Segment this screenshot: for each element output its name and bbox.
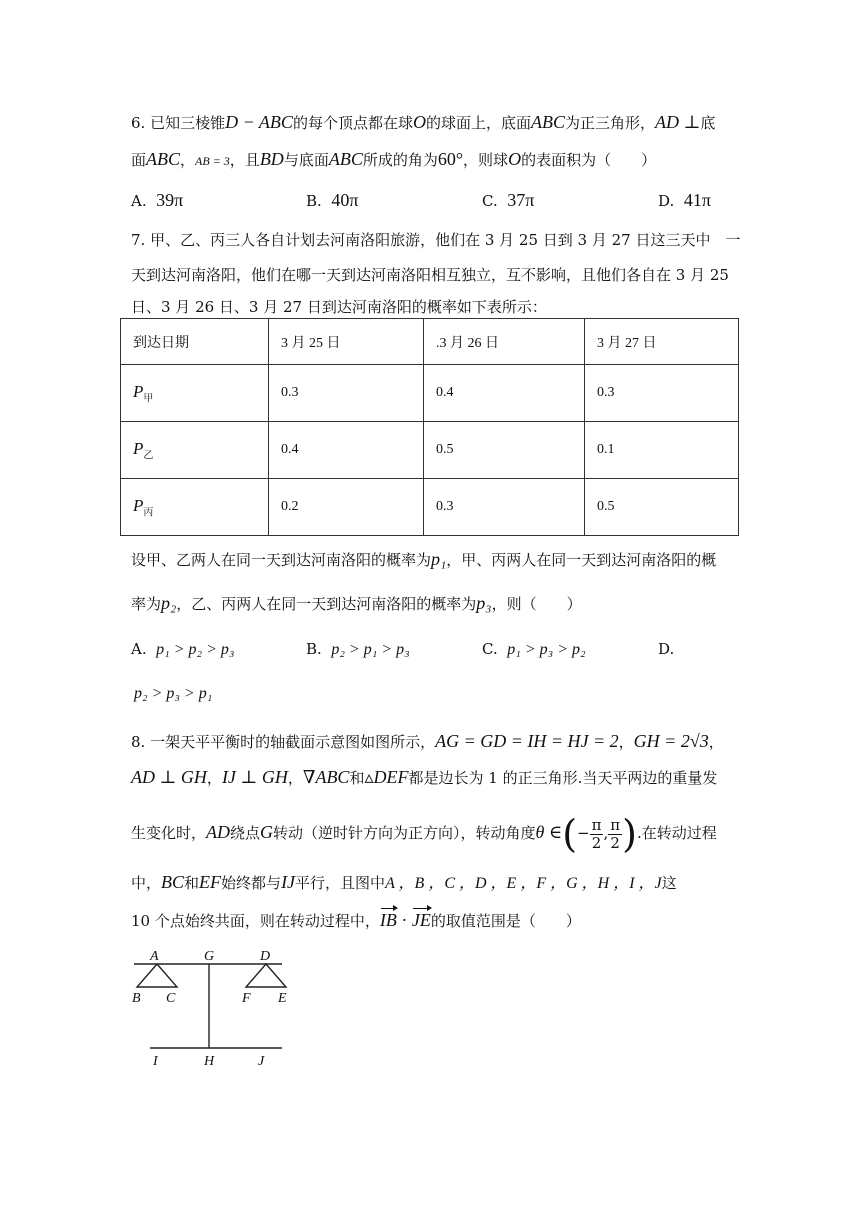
p-subscript: 丙 [143, 507, 154, 519]
q8-line4 [131, 870, 677, 893]
q6-text: 已知三棱锥 [150, 114, 226, 132]
q8-text: ， [287, 769, 303, 787]
table-row [121, 479, 739, 536]
q8-text: 和 [349, 769, 365, 787]
label-d: D [260, 949, 271, 964]
table-cell: 0.4 [269, 422, 424, 479]
q8-line1 [131, 731, 724, 752]
q6-math: 60° [437, 149, 464, 169]
q6-option-b[interactable] [306, 190, 358, 211]
vector-ib: IB [379, 910, 397, 930]
q8-text: 绕点 [230, 824, 261, 842]
table-cell: 0.3 [269, 365, 424, 422]
q8-text: 平行，且图中 [295, 874, 386, 892]
option-label: A. [131, 192, 147, 210]
p-symbol: P [133, 381, 144, 401]
q6-line2 [131, 149, 656, 170]
frac-denominator: 2 [610, 833, 620, 852]
q8-math: BC [161, 872, 185, 892]
table-row-label [121, 422, 269, 479]
q6-text: 为正三角形， [564, 114, 655, 132]
label-g: G [204, 949, 215, 964]
q6-math: AB = 3 [195, 154, 230, 168]
q8-line5 [131, 910, 581, 931]
probability-table [120, 318, 739, 536]
p-symbol: P [133, 495, 144, 515]
label-h: H [204, 1054, 215, 1069]
q6-text: ，且 [229, 151, 260, 169]
table-row [121, 422, 739, 479]
fraction [590, 817, 604, 852]
q8-math: AD ⊥ GH [131, 767, 207, 787]
q8-math: G [260, 822, 274, 842]
table-cell: 0.1 [585, 422, 739, 479]
label-f: F [242, 991, 251, 1006]
q8-math: θ ∈ [535, 822, 563, 842]
table-header-cell: 3 月 27 日 [585, 319, 739, 365]
q6-text: ， [180, 151, 196, 169]
q7-option-c[interactable] [482, 640, 586, 659]
table-header-cell: 3 月 25 日 [269, 319, 424, 365]
p-subscript: 乙 [143, 450, 154, 462]
q7-text: 率为 [131, 595, 162, 613]
option-value: p₂ > p₃ > p₁ [134, 685, 213, 702]
q7-after-line2 [131, 593, 582, 614]
q6-text: 的表面积为（ ） [521, 151, 657, 169]
q6-text: 面 [131, 151, 147, 169]
q8-line3 [131, 812, 717, 856]
option-label: A. [131, 640, 147, 658]
q7-math: p₁ [431, 549, 447, 569]
label-a: A [150, 949, 159, 964]
q8-text: ， [708, 733, 724, 751]
q8-text: 和 [184, 874, 200, 892]
left-paren: ( [562, 812, 578, 856]
table-cell: 0.5 [424, 422, 585, 479]
q7-text: ，则（ ） [491, 595, 582, 613]
q8-math: EF [199, 872, 222, 892]
option-value: 41π [683, 190, 711, 210]
comma: , [603, 824, 609, 842]
option-label: D. [658, 192, 675, 210]
q6-text: 底 [700, 114, 716, 132]
q6-option-c[interactable] [482, 190, 534, 211]
option-value: 40π [331, 190, 359, 210]
option-label: B. [306, 640, 322, 658]
q6-text: 所成的角为 [362, 151, 438, 169]
q6-math: ABC [146, 149, 181, 169]
q6-option-a[interactable] [131, 190, 183, 211]
q6-text: 的每个顶点都在球 [292, 114, 413, 132]
option-value: 39π [156, 190, 184, 210]
table-row-label [121, 365, 269, 422]
q7-after-line1 [131, 549, 716, 570]
minus-sign: − [577, 824, 590, 842]
table-cell: 0.3 [585, 365, 739, 422]
q6-math: AD ⊥ [654, 112, 701, 132]
q8-math: A ，B ，C ，D ，E ，F ，G ，H ，I ，J [385, 875, 662, 892]
q6-text: 与底面 [283, 151, 329, 169]
q8-text: 转动（逆时针方向为正方向），转动角度 [273, 824, 536, 842]
q7-math: p₃ [476, 593, 492, 613]
q7-option-a[interactable] [131, 640, 234, 659]
q6-option-d[interactable] [658, 190, 711, 211]
q8-text: .在转动过程 [636, 824, 717, 842]
q8-math: GH = 2√3 [633, 731, 709, 751]
q7-text: 设甲、乙两人在同一天到达河南洛阳的概率为 [131, 551, 432, 569]
option-value: p₂ > p₁ > p₃ [331, 641, 410, 658]
option-value: 37π [507, 190, 535, 210]
p-symbol: P [133, 438, 144, 458]
vector-je: JE [411, 910, 431, 930]
frac-numerator: π [610, 815, 621, 834]
table-row [121, 365, 739, 422]
option-label: B. [306, 192, 322, 210]
q8-math: IJ ⊥ GH [221, 767, 288, 787]
frac-numerator: π [591, 815, 602, 834]
table-cell: 0.3 [424, 479, 585, 536]
balance-figure [120, 940, 320, 1075]
q7-option-d-value[interactable] [134, 684, 212, 703]
table-row-label [121, 479, 269, 536]
label-c: C [166, 991, 176, 1006]
option-label: C. [482, 192, 498, 210]
option-label: D. [658, 640, 675, 658]
label-b: B [132, 991, 141, 1006]
label-i: I [153, 1054, 158, 1069]
table-cell: 0.4 [424, 365, 585, 422]
q7-line1: 7. 甲、乙、丙三人各自计划去河南洛阳旅游，他们在 3 月 25 日到 3 月 27 日这三天中 一 [131, 231, 741, 249]
option-value: p₁ > p₃ > p₂ [507, 641, 586, 658]
q7-line2: 天到达河南洛阳，他们在哪一天到达河南洛阳相互独立，互不影响，且他们各自在 3 月 25 [131, 266, 729, 284]
label-e: E [278, 991, 287, 1006]
q7-text: ，甲、丙两人在同一天到达河南洛阳的概 [446, 551, 717, 569]
table-header-row [121, 319, 739, 365]
table-cell: 0.2 [269, 479, 424, 536]
label-j: J [258, 1054, 265, 1069]
q8-text: 生变化时， [131, 824, 207, 842]
q6-math: O [412, 112, 426, 132]
q8-text: ， [618, 733, 634, 751]
q8-text: 这 [661, 874, 677, 892]
q6-math: BD [259, 149, 284, 169]
q8-math: ▵DEF [364, 767, 409, 787]
q8-text: 都是边长为 1 的正三角形.当天平两边的重量发 [408, 769, 718, 787]
q6-text: ，则球 [463, 151, 509, 169]
q7-text: ，乙、丙两人在同一天到达河南洛阳的概率为 [176, 595, 477, 613]
q6-line1 [131, 112, 715, 133]
q8-text: 中， [131, 874, 162, 892]
right-paren: ) [622, 812, 637, 856]
q8-math: IJ [281, 872, 296, 892]
option-label: C. [482, 640, 498, 658]
dot-operator: · [396, 910, 412, 930]
fraction [608, 817, 622, 852]
q8-text: 的取值范围是（ ） [430, 912, 581, 930]
table-header-cell: .3 月 26 日 [424, 319, 585, 365]
q8-math: AG = GD = IH = HJ = 2 [435, 731, 619, 751]
q8-text: 始终都与 [221, 874, 282, 892]
p-subscript: 甲 [143, 393, 154, 405]
q6-math: O [508, 149, 522, 169]
frac-denominator: 2 [591, 833, 602, 852]
q8-line2 [131, 767, 717, 788]
q6-math: ABC [328, 149, 363, 169]
q7-math: p₂ [161, 593, 177, 613]
table-cell: 0.5 [585, 479, 739, 536]
q7-option-b[interactable] [306, 640, 410, 659]
q8-text: ， [206, 769, 222, 787]
q6-math: ABC [530, 112, 565, 132]
q7-line3: 日、3 月 26 日、3 月 27 日到达河南洛阳的概率如下表所示： [131, 298, 547, 316]
q7-option-d[interactable] [658, 640, 674, 658]
q6-math: D − ABC [225, 112, 293, 132]
q8-text: 10 个点始终共面，则在转动过程中， [131, 912, 380, 930]
q6-text: 的球面上，底面 [425, 114, 531, 132]
q8-text: 8. 一架天平平衡时的轴截面示意图如图所示， [131, 733, 436, 751]
option-value: p₁ > p₂ > p₃ [156, 641, 235, 658]
q6-number: 6. [131, 114, 146, 132]
table-header-cell: 到达日期 [121, 319, 269, 365]
q8-math: ∇ABC [302, 767, 350, 787]
q8-math: AD [206, 822, 231, 842]
